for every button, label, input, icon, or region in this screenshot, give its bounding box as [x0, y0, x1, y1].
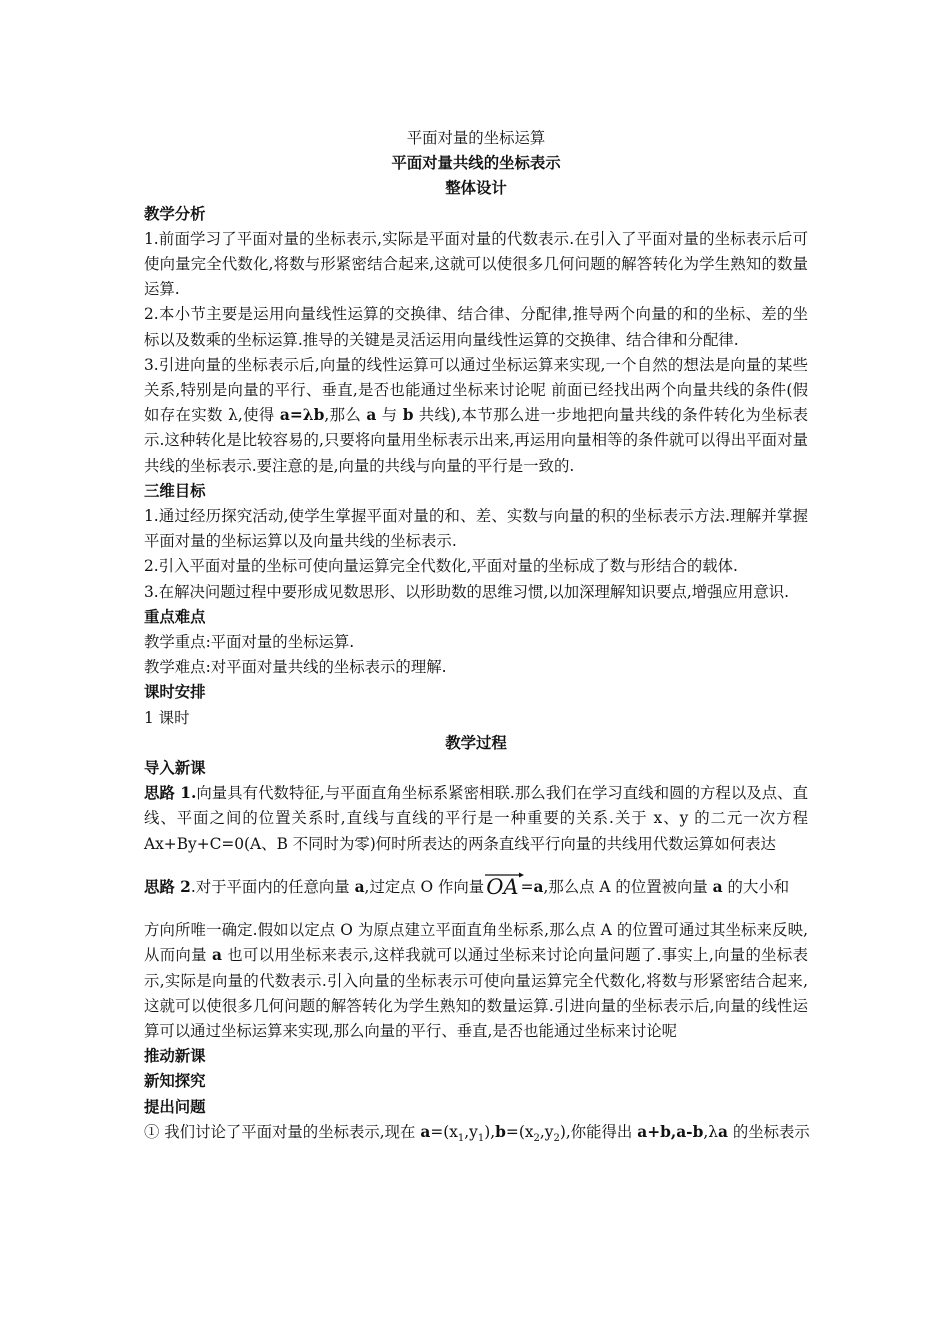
- section-overall-design: 整体设计: [445, 179, 507, 198]
- paragraph: 3.在解决问题过程中要形成见数思形、以形助数的思维习惯,以加深理解知识要点,增强应用意识.: [144, 582, 789, 601]
- paragraph: 1.通过经历探究活动,使学生掌握平面对量的和、差、实数与向量的积的坐标表示方法.理解并掌握平面对量的坐标运算以及向量共线的坐标表示.: [144, 507, 808, 551]
- doc-subtitle: 平面对量共线的坐标表示: [391, 154, 561, 173]
- heading-teaching-analysis: 教学分析: [144, 204, 206, 223]
- heading-intro: 导入新课: [144, 759, 206, 778]
- vector-arrow-icon: [484, 872, 524, 878]
- paragraph: 2.本小节主要是运用向量线性运算的交换律、结合律、分配律,推导两个向量的和的坐标、差的坐标以及数乘的坐标运算.推导的关键是灵活运用向量线性运算的交换律、结合律和分配律.: [144, 305, 808, 349]
- document-page: [144, 126, 808, 1151]
- paragraph: 2.引入平面对量的坐标可使向量运算完全代数化,平面对量的坐标成了数与形结合的载体.: [144, 557, 738, 576]
- vector-oa: OA: [484, 875, 520, 900]
- paragraph: ① 我们讨论了平面对量的坐标表示,现在 $a=(x_1,y_1),b=(x_2,y_2)$,你能得出 a+b,a-b,λa 的坐标表示: [144, 1122, 810, 1144]
- doc-title: 平面对量的坐标运算: [406, 129, 546, 147]
- paragraph: 教学难点:对平面对量共线的坐标表示的理解.: [144, 658, 447, 677]
- paragraph: 方向所唯一确定.假如以定点 O 为原点建立平面直角坐标系,那么点 A 的位置可通过其坐标来反映,从而向量 a 也可以用坐标来表示,这样我就可以通过坐标来讨论向量问题了.事实上,向量的坐标表示,实际是向量的代数表示.引入向量的坐标表示可使向量运算完全代数化,将数与形紧密结合起来,这就可以使很多几何问题的解答转化为学生熟知的数量运算.引进向量的坐标表示后,向量的线性运算可以通过坐标运算来实现,那么向量的平行、垂直,是否也能通过坐标来讨论呢: [144, 921, 808, 1040]
- heading-questions: 提出问题: [144, 1097, 206, 1116]
- heading-advance: 推动新课: [144, 1047, 206, 1066]
- heading-objectives: 三维目标: [144, 481, 206, 500]
- paragraph: 思路 2.对于平面内的任意向量 a,过定点 O 作向量 OA =a,那么点 A 的位置被向量 a 的大小和: [144, 875, 808, 900]
- paragraph: 1 课时: [144, 708, 190, 727]
- heading-schedule: 课时安排: [144, 683, 206, 702]
- paragraph: 1.前面学习了平面对量的坐标表示,实际是平面对量的代数表示.在引入了平面对量的坐标表示后可使向量完全代数化,将数与形紧密结合起来,这就可以使很多几何问题的解答转化为学生熟知的数量运算.: [144, 229, 808, 299]
- heading-key-points: 重点难点: [144, 607, 206, 626]
- paragraph: 3.引进向量的坐标表示后,向量的线性运算可以通过坐标运算来实现,一个自然的想法是向量的某些关系,特别是向量的平行、垂直,是否也能通过坐标来讨论呢 前面已经找出两个向量共线的条件(假如存在实数 λ,使得 a=λb,那么 a 与 b 共线),本节那么进一步地把向量共线的条件转化为坐标表示.这种转化是比较容易的,只要将向量用坐标表示出来,再运用向量相等的条件就可以得出平面对量共线的坐标表示.要注意的是,向量的共线与向量的平行是一致的.: [144, 355, 809, 475]
- heading-teaching-process: 教学过程: [445, 733, 507, 752]
- heading-explore: 新知探究: [144, 1072, 206, 1091]
- paragraph: 思路 1.向量具有代数特征,与平面直角坐标系紧密相联.那么我们在学习直线和圆的方程以及点、直线、平面之间的位置关系时,直线与直线的平行是一种重要的关系.关于 x、y 的二元一次方程 Ax+By+C=0(A、B 不同时为零)何时所表达的两条直线平行向量的共线用代数运算如何表达: [144, 784, 808, 853]
- paragraph: 教学重点:平面对量的坐标运算.: [144, 633, 355, 652]
